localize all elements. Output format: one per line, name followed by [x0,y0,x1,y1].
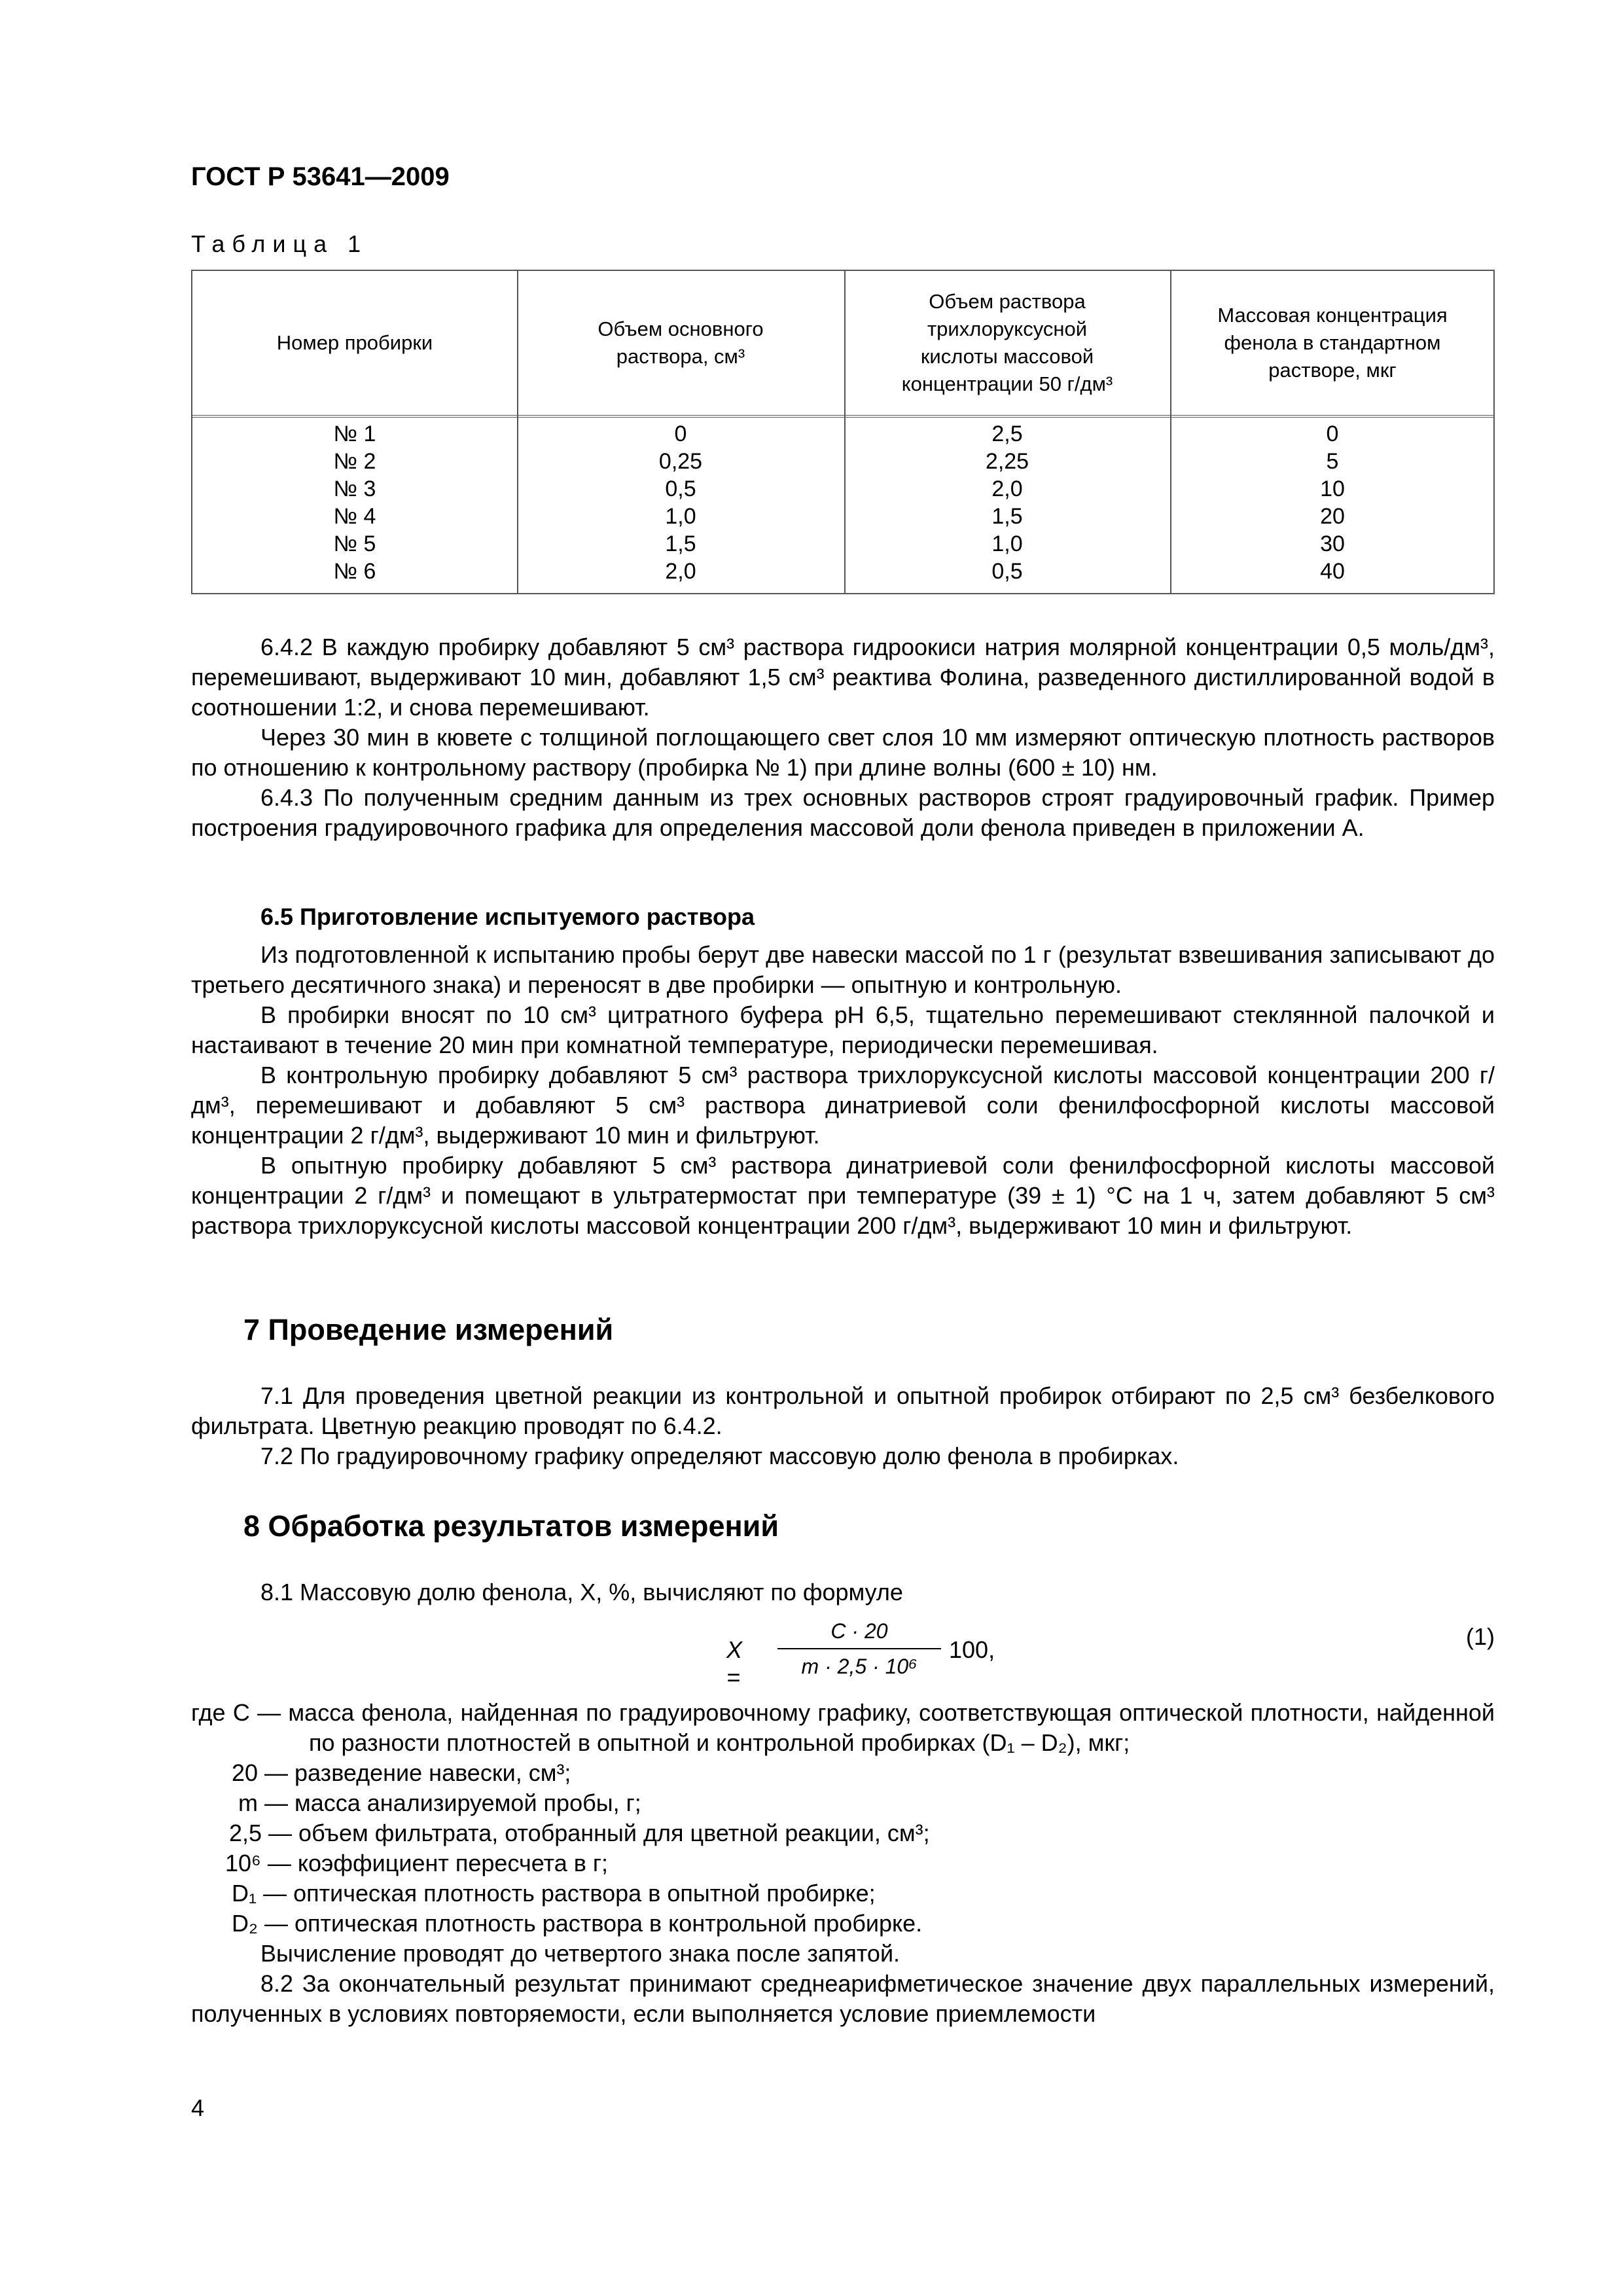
table-cell: 1,0 [665,504,696,529]
table-column-tube [192,420,517,585]
table-header-cell: Объем раствора трихлоруксусной кислоты массовой концентрации 50 г/дм³ [901,290,1113,395]
text-block-7 [191,1381,1495,1471]
paragraph-6-5-b: В пробирки вносят по 10 см³ цитратного буфера рН 6,5, тщательно перемешивают стеклянной палочкой и настаивают в течение 20 мин при комнатной температуре, периодически перемешивая. [191,1001,1495,1058]
heading-section-8: 8 Обработка результатов измерений [243,1509,779,1543]
text-block-6-4 [191,632,1495,843]
table-column-base-volume [517,420,844,585]
paragraph-6-5-c: В контрольную пробирку добавляют 5 см³ раствора трихлоруксусной кислоты массовой концентрации 200 г/дм³, перемешивают и добавляют 5 см³ раствора динатриевой соли фенилфосфорной кислоты массовой концентрации 2 г/дм³, выдерживают 10 мин и фильтруют. [191,1062,1495,1149]
fraction-bar [777,1648,941,1649]
text-block-8-1 [191,1577,1495,1607]
table-cell: № 6 [333,559,376,584]
heading-6-5: 6.5 Приготовление испытуемого раствора [260,903,755,930]
legend-item-20: 20 — разведение навески, см³; [232,1759,571,1786]
table-caption: Таблица 1 [191,230,368,257]
legend-item-d2: D₂ — оптическая плотность раствора в контрольной пробирке. [232,1910,923,1937]
table-cell: 1,0 [991,531,1023,556]
page-number: 4 [191,2094,205,2121]
legend-item-10-6: 10⁶ — коэффициент пересчета в г; [225,1850,608,1876]
table-header-cell: Объем основного раствора, см³ [597,317,764,368]
legend-item-m: m — масса анализируемой пробы, г; [238,1789,641,1816]
table-cell: 0 [1326,422,1339,446]
heading-section-7: 7 Проведение измерений [243,1313,614,1346]
table-cell: 2,5 [991,422,1023,446]
paragraph-6-4-2: 6.4.2 В каждую пробирку добавляют 5 см³ раствора гидроокиси натрия молярной концентрации 0,5 моль/дм³, перемешивают, выдерживают 10 мин, добавляют 1,5 см³ реактива Фолина, разведенного дистиллированной водой в соотношении 1:2, и снова перемешивают. [191,634,1495,721]
table-cell: № 5 [333,531,376,556]
table-header-cell: Массовая концентрация фенола в стандартном растворе, мкг [1217,304,1448,382]
table-column-phenol-mass [1170,420,1495,585]
paragraph-6-4-3: 6.4.3 По полученным средним данным из трех основных растворов строят градуировочный график. Пример построения градуировочного графика для определения массовой доли фенола приведен в приложении А. [191,784,1495,841]
table-column-tca-volume [844,420,1170,585]
paragraph-8-1: 8.1 Массовую долю фенола, X, %, вычисляют по формуле [260,1579,903,1605]
formula-number: (1) [1466,1623,1495,1650]
paragraph-6-4-2-cont: Через 30 мин в кювете с толщиной поглощающего свет слоя 10 мм измеряют оптическую плотность растворов по отношению к контрольному раствору (пробирка № 1) при длине волны (600 ± 10) нм. [191,724,1495,781]
paragraph-calc-precision: Вычисление проводят до четвертого знака после запятой. [260,1940,901,1967]
table-cell: 1,5 [665,531,696,556]
table-cell: № 4 [333,504,376,529]
table-cell: 20 [1320,504,1345,529]
paragraph-7-2: 7.2 По градуировочному графику определяют массовую долю фенола в пробирках. [260,1443,1179,1469]
table-cell: 1,5 [991,504,1023,529]
formula-rhs: 100, [949,1636,995,1663]
formula-lhs: X = [726,1636,743,1691]
table-cell: 0,5 [991,559,1023,584]
table-cell: 2,0 [665,559,696,584]
paragraph-6-5-a: Из подготовленной к испытанию пробы берут две навески массой по 1 г (результат взвешивания записывают до третьего десятичного знака) и переносят в две пробирки — опытную и контрольную. [191,941,1495,998]
data-table [191,270,1495,594]
document-header: ГОСТ Р 53641—2009 [191,162,450,191]
text-block-6-5 [191,940,1495,1241]
table-cell: № 1 [333,422,376,446]
formula-numerator: C · 20 [830,1619,888,1643]
legend-item-d1: D₁ — оптическая плотность раствора в опытной пробирке; [232,1880,876,1907]
table-cell: 5 [1326,449,1339,474]
table-cell: 2,25 [985,449,1029,474]
legend-item-2-5: 2,5 — объем фильтрата, отобранный для цветной реакции, см³; [229,1820,930,1846]
table-cell: № 3 [333,476,376,501]
paragraph-8-2: 8.2 За окончательный результат принимают среднеарифметическое значение двух параллельных измерений, полученных в условиях повторяемости, если выполняется условие приемлемости [191,1970,1495,2027]
table-header-cell: Номер пробирки [276,331,433,354]
paragraph-6-5-d: В опытную пробирку добавляют 5 см³ раствора динатриевой соли фенилфосфорной кислоты массовой концентрации 2 г/дм³ и помещают в ультратермостат при температуре (39 ± 1) °С на 1 ч, затем добавляют 5 см³ раствора трихлоруксусной кислоты массовой концентрации 200 г/дм³, выдерживают 10 мин и фильтруют. [191,1152,1495,1239]
table-cell: 0 [674,422,687,446]
formula-legend [191,1698,1495,2029]
table-cell: № 2 [333,449,376,474]
table-cell: 10 [1320,476,1345,501]
table-cell: 0,5 [665,476,696,501]
table-cell: 30 [1320,531,1345,556]
paragraph-7-1: 7.1 Для проведения цветной реакции из контрольной и опытной пробирок отбирают по 2,5 см³ безбелкового фильтрата. Цветную реакцию проводят по 6.4.2. [191,1382,1495,1439]
table-cell: 40 [1320,559,1345,584]
table-cell: 2,0 [991,476,1023,501]
formula-denominator: m · 2,5 · 10⁶ [801,1655,918,1678]
formula-fraction [777,1617,941,1681]
legend-item-c: где C — масса фенола, найденная по градуировочному графику, соответствующая оптической плотности, найденной по разности плотностей в опытной и контрольной пробирках (D₁ – D₂), мкг; [191,1699,1495,1756]
table-cell: 0,25 [658,449,703,474]
